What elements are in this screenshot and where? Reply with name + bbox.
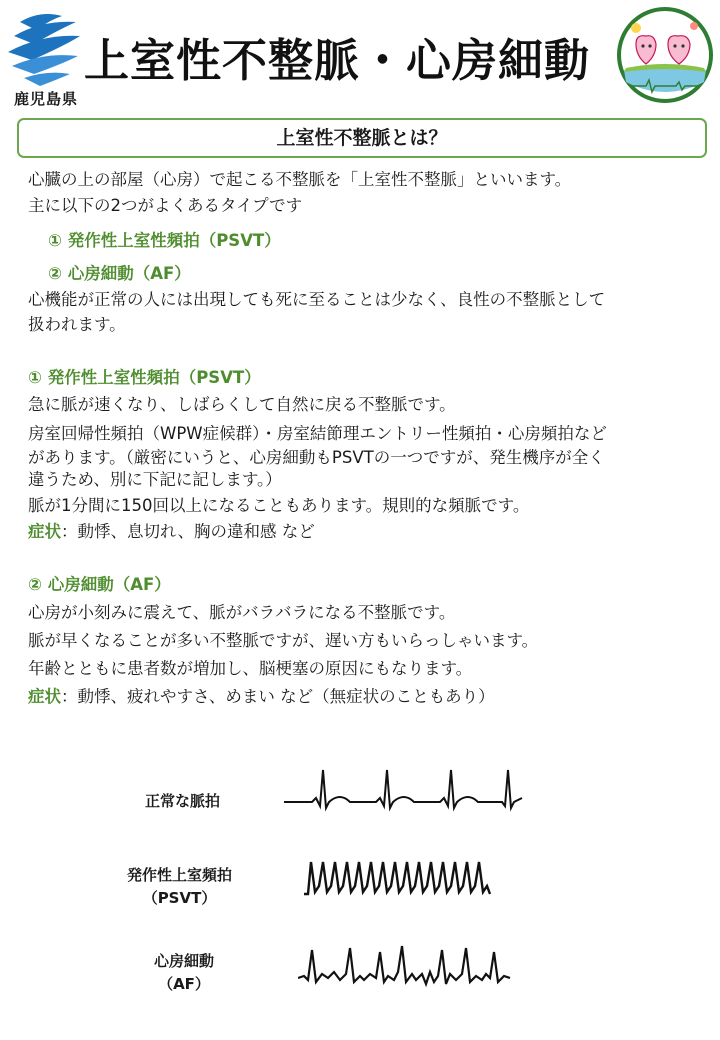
intro-line-4: 扱われます。 [28,315,126,334]
psvt-symptom-text: ：動悸、息切れ、胸の違和感 など [61,522,315,541]
ecg-psvt-trace [304,852,494,902]
af-symptom-text: ：動悸、疲れやすさ、めまい など（無症状のこともあり） [61,687,495,706]
type-item-af: ② 心房細動（AF） [48,264,191,283]
ecg-psvt-label-line-1: 発作性上室頻拍 [127,866,233,884]
ecg-normal-trace [284,764,524,814]
af-line-2: 脈が早くなることが多い不整脈ですが、遅い方もいらっしゃいます。 [28,631,539,650]
af-symptoms [28,685,495,709]
af-heading: ② 心房細動（AF） [28,575,171,594]
ecg-psvt-label-line-2: （PSVT） [142,889,217,907]
psvt-heading: ① 発作性上室性頻拍（PSVT） [28,368,261,387]
ecg-normal-label: 正常な脈拍 [145,792,221,810]
ecg-af-label-line-2: （AF） [158,975,210,993]
ecg-psvt-label [127,864,232,910]
psvt-line-2: 房室回帰性頻拍（WPW症候群）・房室結節理エントリー性頻拍・心房頻拍など [28,424,607,443]
psvt-symptoms [28,520,315,544]
intro-line-3: 心機能が正常の人には出現しても死に至ることは少なく、良性の不整脈として [28,290,606,309]
psvt-line-3: があります。（厳密にいうと、心房細動もPSVTの一つですが、発生機序が全く [28,448,605,467]
psvt-line-4: 違うため、別に下記に記します。） [28,470,282,489]
heart-mascots-icon [616,6,714,104]
page-title: 上室性不整脈・心房細動 [84,34,591,87]
psvt-line-1: 急に脈が速くなり、しばらくして自然に戻る不整脈です。 [28,395,456,414]
type-item-psvt: ① 発作性上室性頻拍（PSVT） [48,231,281,250]
ecg-af-label-line-1: 心房細動 [154,952,215,970]
af-symptom-label: 症状 [28,687,61,706]
af-line-1: 心房が小刻みに震えて、脈がバラバラになる不整脈です。 [28,603,456,622]
af-line-3: 年齢とともに患者数が増加し、脳梗塞の原因にもなります。 [28,659,473,678]
section-heading: 上室性不整脈とは？ [17,118,707,158]
psvt-line-5: 脈が1分間に150回以上になることもあります。規則的な頻脈です。 [28,496,530,515]
ecg-af-label [154,950,214,996]
intro-line-2: 主に以下の2つがよくあるタイプです [28,196,303,215]
ecg-af-trace [298,938,516,994]
intro-line-1: 心臓の上の部屋（心房）で起こる不整脈を「上室性不整脈」といいます。 [28,170,572,189]
psvt-symptom-label: 症状 [28,522,61,541]
prefecture-name: 鹿児島県 [14,90,79,108]
